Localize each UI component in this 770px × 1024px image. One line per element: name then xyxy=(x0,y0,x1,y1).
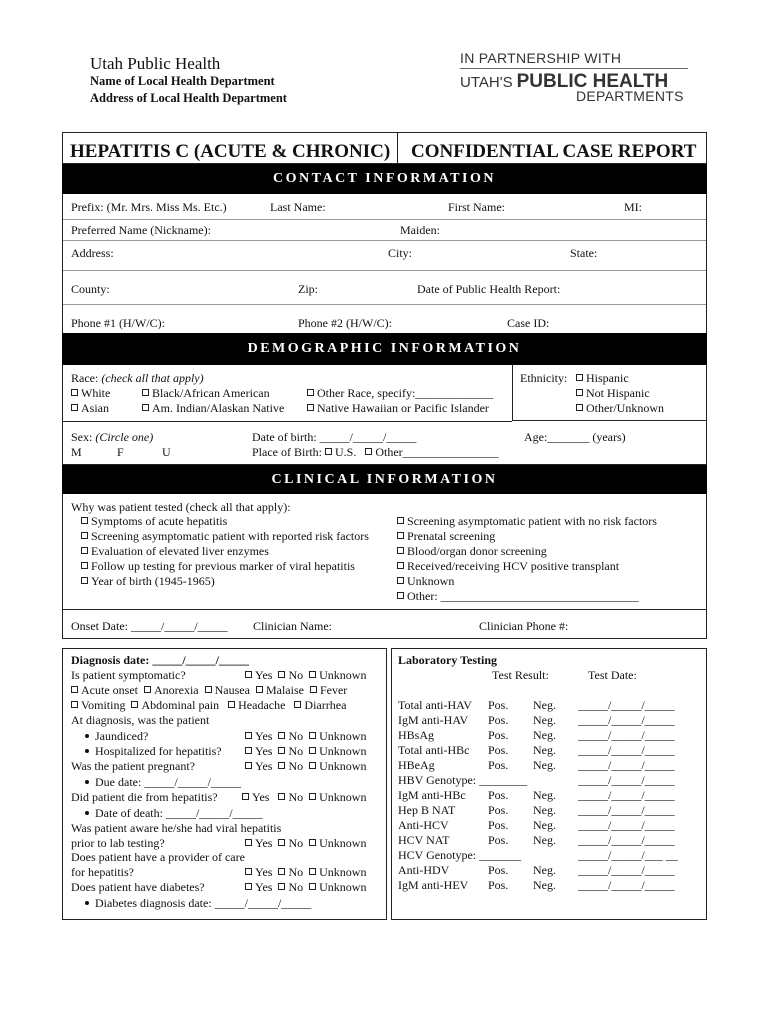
checkbox-icon[interactable] xyxy=(278,747,285,754)
symptom-label: Fever xyxy=(319,683,348,697)
contact-box xyxy=(62,194,707,336)
checkbox-icon[interactable] xyxy=(278,868,285,875)
race-native-label: Am. Indian/Alaskan Native xyxy=(152,401,285,415)
checkbox-icon[interactable] xyxy=(397,532,404,539)
eth-other-label: Other/Unknown xyxy=(586,401,664,415)
lab-neg-option[interactable]: Neg. xyxy=(533,743,556,757)
agency-title: Utah Public Health xyxy=(90,54,221,73)
lab-test-name: Total anti-HBc xyxy=(398,743,470,757)
lab-test-name: HCV NAT xyxy=(398,833,450,847)
checkbox-icon[interactable] xyxy=(245,762,252,769)
reason-right-3-label: Blood/organ donor screening xyxy=(407,544,547,558)
lab-neg-option[interactable]: Neg. xyxy=(533,728,556,742)
lab-pos-option[interactable]: Pos. xyxy=(488,713,509,727)
checkbox-icon[interactable] xyxy=(278,793,285,800)
logo-rule xyxy=(460,68,688,69)
demographic-heading: DEMOGRAPHIC INFORMATION xyxy=(62,333,707,365)
clinical-divider xyxy=(63,609,706,610)
ethnicity-bottom-rule xyxy=(512,420,706,421)
lab-test-name: IgM anti-HEV xyxy=(398,878,469,892)
yes-label: Yes xyxy=(255,880,273,894)
reason-left-3[interactable] xyxy=(81,544,269,559)
race-black-label: Black/African American xyxy=(152,386,270,400)
county-label: County: xyxy=(71,282,110,296)
first-name-label: First Name: xyxy=(448,200,505,214)
unknown-label: Unknown xyxy=(319,668,367,682)
demographic-divider xyxy=(63,421,512,422)
lab-neg-option[interactable]: Neg. xyxy=(533,863,556,877)
contact-heading: CONTACT INFORMATION xyxy=(62,164,707,194)
checkbox-icon[interactable] xyxy=(576,389,583,396)
checkbox-icon[interactable] xyxy=(309,883,316,890)
hospitalized-label: Hospitalized for hepatitis? xyxy=(95,744,222,758)
jaundiced-options xyxy=(245,729,366,744)
aware-options xyxy=(245,836,366,851)
lab-neg-option[interactable]: Neg. xyxy=(533,803,556,817)
checkbox-icon[interactable] xyxy=(256,686,263,693)
lab-neg-option[interactable]: Neg. xyxy=(533,818,556,832)
contact-divider-4 xyxy=(63,304,706,305)
reason-left-1-label: Symptoms of acute hepatitis xyxy=(91,514,228,528)
symptom-label: Vomiting xyxy=(81,698,126,712)
checkbox-icon[interactable] xyxy=(309,732,316,739)
unknown-label: Unknown xyxy=(319,729,367,743)
reason-left-4-label: Follow up testing for previous marker of viral hepatitis xyxy=(91,559,355,573)
checkbox-icon[interactable] xyxy=(365,448,372,455)
maiden-label: Maiden: xyxy=(400,223,440,237)
died-label: Did patient die from hepatitis? xyxy=(71,790,218,804)
logo-public-health: PUBLIC HEALTH xyxy=(516,71,669,92)
lab-test-date-field[interactable]: _____/_____/_____ xyxy=(578,833,675,847)
symptom-label: Nausea xyxy=(214,683,250,697)
symptom-label: Diarrhea xyxy=(304,698,347,712)
lab-date-header: Test Date: xyxy=(588,668,637,682)
no-label: No xyxy=(288,836,304,850)
checkbox-icon[interactable] xyxy=(278,762,285,769)
checkbox-icon[interactable] xyxy=(71,389,78,396)
death-date-field[interactable]: Date of death: _____/_____/_____ xyxy=(95,806,263,820)
lab-neg-option[interactable]: Neg. xyxy=(533,788,556,802)
unknown-label: Unknown xyxy=(319,790,367,804)
race-asian-option[interactable] xyxy=(71,401,109,416)
symptom-label: Abdominal pain xyxy=(141,698,220,712)
lab-test-date-field[interactable]: _____/_____/_____ xyxy=(578,728,675,742)
symptom-label: Headache xyxy=(238,698,286,712)
checkbox-icon[interactable] xyxy=(325,448,332,455)
checkbox-icon[interactable] xyxy=(307,404,314,411)
checkbox-icon[interactable] xyxy=(576,404,583,411)
checkbox-icon[interactable] xyxy=(278,732,285,739)
logo-utahs: UTAH'S xyxy=(460,74,513,91)
address-label: Address: xyxy=(71,246,114,260)
race-label xyxy=(71,371,204,386)
no-label: No xyxy=(288,668,304,682)
lab-pos-option[interactable]: Pos. xyxy=(488,698,509,712)
checkbox-icon[interactable] xyxy=(397,577,404,584)
lab-pos-option[interactable]: Pos. xyxy=(488,803,509,817)
reason-left-5[interactable] xyxy=(81,574,215,589)
at-diagnosis-label: At diagnosis, was the patient xyxy=(71,713,210,727)
prefix-label: Prefix: (Mr. Mrs. Miss Ms. Etc.) xyxy=(71,200,227,214)
reason-right-1[interactable] xyxy=(397,514,657,529)
symptomatic-label: Is patient symptomatic? xyxy=(71,668,186,682)
checkbox-icon[interactable] xyxy=(309,747,316,754)
race-hint: (check all that apply) xyxy=(101,371,204,385)
hospitalized-options xyxy=(245,744,366,759)
eth-hispanic-label: Hispanic xyxy=(586,371,629,385)
yes-label: Yes xyxy=(255,668,273,682)
lab-test-name[interactable]: HBV Genotype: ________ xyxy=(398,773,528,787)
preferred-name-label: Preferred Name (Nickname): xyxy=(71,223,211,237)
city-label: City: xyxy=(388,246,413,260)
sex-label xyxy=(71,430,153,445)
checkbox-icon[interactable] xyxy=(205,686,212,693)
checkbox-icon[interactable] xyxy=(309,868,316,875)
yes-label: Yes xyxy=(255,759,273,773)
checkbox-icon[interactable] xyxy=(309,671,316,678)
aware-label-2: prior to lab testing? xyxy=(71,836,165,850)
reason-left-5-label: Year of birth (1945-1965) xyxy=(91,574,215,588)
reason-right-5-label: Unknown xyxy=(407,574,455,588)
bullet-icon xyxy=(85,734,89,738)
logo-line3: DEPARTMENTS xyxy=(576,88,684,104)
checkbox-icon[interactable] xyxy=(294,701,301,708)
bullet-icon xyxy=(85,780,89,784)
dob-field[interactable]: Date of birth: _____/_____/_____ xyxy=(252,430,417,444)
checkbox-icon[interactable] xyxy=(228,701,235,708)
lab-test-name: HBeAg xyxy=(398,758,435,772)
reason-right-2[interactable] xyxy=(397,529,495,544)
lab-pos-option[interactable]: Pos. xyxy=(488,833,509,847)
reason-left-2[interactable] xyxy=(81,529,369,544)
race-other-option[interactable] xyxy=(307,386,493,401)
lab-test-date-field[interactable]: _____/_____/_____ xyxy=(578,878,675,892)
sex-u[interactable]: U xyxy=(162,445,171,459)
zip-label: Zip: xyxy=(298,282,318,296)
logo-line1: IN PARTNERSHIP WITH xyxy=(460,50,622,66)
due-date-field[interactable]: Due date: _____/_____/_____ xyxy=(95,775,241,789)
checkbox-icon[interactable] xyxy=(81,562,88,569)
checkbox-icon[interactable] xyxy=(245,671,252,678)
checkbox-icon[interactable] xyxy=(309,793,316,800)
why-tested-label: Why was patient tested (check all that apply): xyxy=(71,500,291,514)
checkbox-icon[interactable] xyxy=(397,592,404,599)
lab-pos-option[interactable]: Pos. xyxy=(488,878,509,892)
sex-label-text: Sex: xyxy=(71,430,96,444)
pob-other-label: Other________________ xyxy=(375,445,499,459)
unknown-label: Unknown xyxy=(319,836,367,850)
diabetes-date-row[interactable] xyxy=(85,896,311,911)
lab-test-name: Anti-HDV xyxy=(398,863,450,877)
department-address: Address of Local Health Department xyxy=(90,91,287,105)
provider-label-1: Does patient have a provider of care xyxy=(71,850,245,864)
last-name-label: Last Name: xyxy=(270,200,326,214)
case-id-label: Case ID: xyxy=(507,316,550,330)
symptom-label: Malaise xyxy=(265,683,304,697)
jaundiced-row xyxy=(85,729,148,744)
race-black-option[interactable] xyxy=(142,386,270,401)
report-date-label: Date of Public Health Report: xyxy=(417,282,561,296)
lab-heading: Laboratory Testing xyxy=(398,653,498,667)
race-label-text: Race: xyxy=(71,371,102,385)
lab-test-date-field[interactable]: _____/_____/_____ xyxy=(578,788,675,802)
checkbox-icon[interactable] xyxy=(71,404,78,411)
checkbox-icon[interactable] xyxy=(245,732,252,739)
lab-test-name: IgM anti-HAV xyxy=(398,713,469,727)
lab-pos-option[interactable]: Pos. xyxy=(488,728,509,742)
checkbox-icon[interactable] xyxy=(245,868,252,875)
checkbox-icon[interactable] xyxy=(245,839,252,846)
diabetes-options xyxy=(245,880,366,895)
diabetes-date-field[interactable]: Diabetes diagnosis date: _____/_____/_____ xyxy=(95,896,312,910)
form-title-right: CONFIDENTIAL CASE REPORT xyxy=(411,141,697,162)
pob-us-label: U.S. xyxy=(334,445,357,459)
lab-test-date-field[interactable]: _____/_____/_____ xyxy=(578,863,675,877)
clinical-heading: CLINICAL INFORMATION xyxy=(62,465,707,494)
yes-label: Yes xyxy=(255,836,273,850)
reason-left-2-label: Screening asymptomatic patient with reported risk factors xyxy=(91,529,369,543)
due-date-row[interactable] xyxy=(85,775,241,790)
race-pacific-option[interactable] xyxy=(307,401,489,416)
ethnicity-label: Ethnicity: xyxy=(520,371,568,385)
checkbox-icon[interactable] xyxy=(142,404,149,411)
contact-divider-1 xyxy=(63,219,706,220)
checkbox-icon[interactable] xyxy=(81,517,88,524)
clinician-phone-label: Clinician Phone #: xyxy=(479,619,569,633)
checkbox-icon[interactable] xyxy=(278,839,285,846)
race-pacific-label: Native Hawaiian or Pacific Islander xyxy=(317,401,489,415)
symptomatic-options xyxy=(245,668,366,683)
symptoms-row-1 xyxy=(71,683,347,698)
eth-not-label: Not Hispanic xyxy=(586,386,650,400)
lab-neg-option[interactable]: Neg. xyxy=(533,698,556,712)
pob-label: Place of Birth: xyxy=(252,445,322,459)
reason-right-5[interactable] xyxy=(397,574,454,589)
bullet-icon xyxy=(85,811,89,815)
lab-result-header: Test Result: xyxy=(492,668,549,682)
lab-neg-option[interactable]: Neg. xyxy=(533,758,556,772)
death-date-row[interactable] xyxy=(85,806,263,821)
lab-test-date-field[interactable]: _____/_____/_____ xyxy=(578,713,675,727)
checkbox-icon[interactable] xyxy=(309,762,316,769)
reason-right-1-label: Screening asymptomatic patient with no risk factors xyxy=(407,514,657,528)
lab-test-name[interactable]: HCV Genotype: _______ xyxy=(398,848,522,862)
unknown-label: Unknown xyxy=(319,744,367,758)
no-label: No xyxy=(288,880,304,894)
checkbox-icon[interactable] xyxy=(576,374,583,381)
checkbox-icon[interactable] xyxy=(397,547,404,554)
checkbox-icon[interactable] xyxy=(278,883,285,890)
symptom-label: Anorexia xyxy=(153,683,199,697)
checkbox-icon[interactable] xyxy=(242,793,249,800)
race-white-label: White xyxy=(81,386,111,400)
reason-left-3-label: Evaluation of elevated liver enzymes xyxy=(91,544,269,558)
checkbox-icon[interactable] xyxy=(307,389,314,396)
lab-test-name: Hep B NAT xyxy=(398,803,456,817)
yes-label: Yes xyxy=(255,744,273,758)
checkbox-icon[interactable] xyxy=(81,547,88,554)
hospitalized-row xyxy=(85,744,222,759)
sex-f[interactable]: F xyxy=(117,445,124,459)
race-white-option[interactable] xyxy=(71,386,110,401)
form-title-left: HEPATITIS C (ACUTE & CHRONIC) xyxy=(70,141,391,162)
race-native-option[interactable] xyxy=(142,401,284,416)
diabetes-label: Does patient have diabetes? xyxy=(71,880,205,894)
yes-label: Yes xyxy=(255,729,273,743)
lab-neg-option[interactable]: Neg. xyxy=(533,878,556,892)
reason-right-3[interactable] xyxy=(397,544,547,559)
yes-label: Yes xyxy=(255,865,273,879)
lab-neg-option[interactable]: Neg. xyxy=(533,833,556,847)
checkbox-icon[interactable] xyxy=(245,747,252,754)
lab-test-name: HBsAg xyxy=(398,728,435,742)
lab-test-date-field[interactable]: _____/_____/___ __ xyxy=(578,848,678,862)
reason-left-1[interactable] xyxy=(81,514,227,529)
clinician-name-label: Clinician Name: xyxy=(253,619,332,633)
checkbox-icon[interactable] xyxy=(142,389,149,396)
jaundiced-label: Jaundiced? xyxy=(95,729,149,743)
reason-right-2-label: Prenatal screening xyxy=(407,529,496,543)
sex-m[interactable]: M xyxy=(71,445,82,459)
checkbox-icon[interactable] xyxy=(245,883,252,890)
eth-not-option[interactable] xyxy=(576,386,650,401)
pob-row xyxy=(252,445,499,460)
lab-neg-option[interactable]: Neg. xyxy=(533,713,556,727)
symptom-label: Acute onset xyxy=(81,683,138,697)
department-name: Name of Local Health Department xyxy=(90,74,275,88)
title-divider xyxy=(397,132,398,164)
unknown-label: Unknown xyxy=(319,759,367,773)
checkbox-icon[interactable] xyxy=(278,671,285,678)
lab-pos-option[interactable]: Pos. xyxy=(488,818,509,832)
checkbox-icon[interactable] xyxy=(310,686,317,693)
lab-test-name: Total anti-HAV xyxy=(398,698,472,712)
lab-test-name: IgM anti-HBc xyxy=(398,788,466,802)
checkbox-icon[interactable] xyxy=(81,577,88,584)
contact-divider-2 xyxy=(63,240,706,241)
lab-pos-option[interactable]: Pos. xyxy=(488,863,509,877)
lab-test-name: Anti-HCV xyxy=(398,818,449,832)
onset-date-field[interactable]: Onset Date: _____/_____/_____ xyxy=(71,619,228,633)
no-label: No xyxy=(288,744,304,758)
phone1-label: Phone #1 (H/W/C): xyxy=(71,316,165,330)
aware-label-1: Was patient aware he/she had viral hepatitis xyxy=(71,821,282,835)
lab-test-date-field[interactable]: _____/_____/_____ xyxy=(578,773,675,787)
died-options xyxy=(242,790,366,805)
provider-label-2: for hepatitis? xyxy=(71,865,134,879)
mi-label: MI: xyxy=(624,200,642,214)
no-label: No xyxy=(288,759,304,773)
checkbox-icon[interactable] xyxy=(397,562,404,569)
eth-other-option[interactable] xyxy=(576,401,664,416)
race-other-label: Other Race, specify:_____________ xyxy=(317,386,494,400)
ethnicity-divider xyxy=(512,365,513,420)
unknown-label: Unknown xyxy=(319,865,367,879)
checkbox-icon[interactable] xyxy=(131,701,138,708)
reason-right-6-label: Other: _________________________________ xyxy=(407,589,639,603)
checkbox-icon[interactable] xyxy=(309,839,316,846)
eth-hispanic-option[interactable] xyxy=(576,371,629,386)
lab-test-date-field[interactable]: _____/_____/_____ xyxy=(578,758,675,772)
race-asian-label: Asian xyxy=(81,401,109,415)
lab-pos-option[interactable]: Pos. xyxy=(488,788,509,802)
sex-hint: (Circle one) xyxy=(95,430,154,444)
unknown-label: Unknown xyxy=(319,880,367,894)
lab-test-date-field[interactable]: _____/_____/_____ xyxy=(578,803,675,817)
reason-right-4[interactable] xyxy=(397,559,619,574)
lab-pos-option[interactable]: Pos. xyxy=(488,758,509,772)
reason-right-4-label: Received/receiving HCV positive transplant xyxy=(407,559,620,573)
diagnosis-date-field[interactable]: Diagnosis date: _____/_____/_____ xyxy=(71,653,250,667)
lab-test-date-field[interactable]: _____/_____/_____ xyxy=(578,743,675,757)
lab-test-date-field[interactable]: _____/_____/_____ xyxy=(578,818,675,832)
no-label: No xyxy=(288,729,304,743)
pregnant-label: Was the patient pregnant? xyxy=(71,759,195,773)
checkbox-icon[interactable] xyxy=(71,686,78,693)
state-label: State: xyxy=(570,246,598,260)
checkbox-icon[interactable] xyxy=(71,701,78,708)
lab-pos-option[interactable]: Pos. xyxy=(488,743,509,757)
provider-options xyxy=(245,865,366,880)
bullet-icon xyxy=(85,901,89,905)
reason-right-6[interactable] xyxy=(397,589,639,604)
reason-left-4[interactable] xyxy=(81,559,355,574)
no-label: No xyxy=(288,865,304,879)
age-field[interactable]: Age:_______ (years) xyxy=(524,430,626,444)
bullet-icon xyxy=(85,749,89,753)
symptoms-row-2 xyxy=(71,698,346,713)
pregnant-options xyxy=(245,759,366,774)
checkbox-icon[interactable] xyxy=(397,517,404,524)
yes-label: Yes xyxy=(252,790,270,804)
contact-divider-3 xyxy=(63,270,706,271)
phone2-label: Phone #2 (H/W/C): xyxy=(298,316,392,330)
no-label: No xyxy=(288,790,304,804)
lab-test-date-field[interactable]: _____/_____/_____ xyxy=(578,698,675,712)
checkbox-icon[interactable] xyxy=(81,532,88,539)
checkbox-icon[interactable] xyxy=(144,686,151,693)
